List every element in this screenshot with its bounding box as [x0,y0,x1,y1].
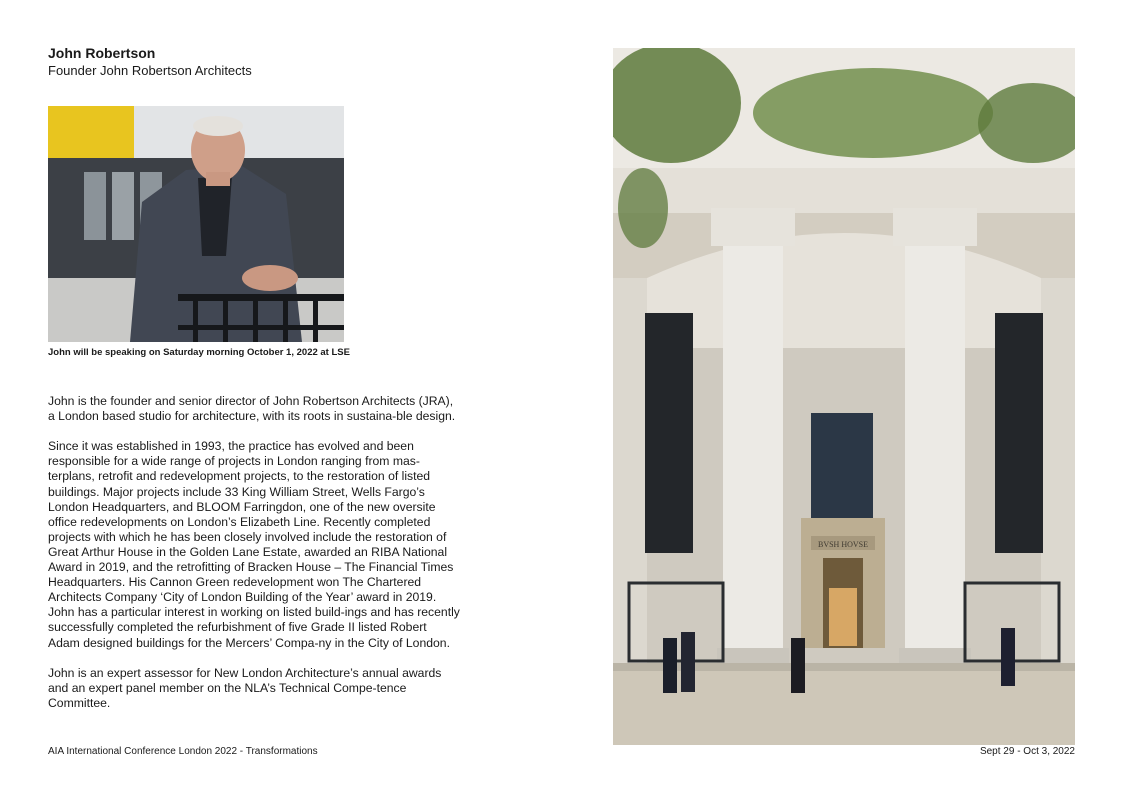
speaker-name: John Robertson [48,45,156,61]
bio-paragraph: John is an expert assessor for New London Architecture’s annual awards and an expert panel member on the NLA’s Technical Compe-tence Committee. [48,665,442,710]
speaker-role: Founder John Robertson Architects [48,63,252,78]
footer-dates: Sept 29 - Oct 3, 2022 [979,746,1075,757]
bio-text [48,394,460,726]
footer-conference-title: AIA International Conference London 2022 - Transformations [48,746,318,757]
building-sign: BVSH HOVSE [817,540,869,549]
bio-paragraph: Since it was established in 1993, the practice has evolved and been responsible for a wide range of projects in London ranging from mas-terplans, retrofit and redevelopment projects, to the restoration of listed buildings. Major projects include 33 King William Street, Wells Fargo’s London Headquarters, and BLOOM Farringdon, one of the new oversite office redevelopments on London’s Elizabeth Line. Recently completed projects with which he has been closely involved include the restoration of Great Arthur House in the Golden Lane Estate, awarded an RIBA National Award in 2019, and the retrofitting of Bracken House – The Financial Times Headquarters. His Cannon Green redevelopment won The Chartered Architects Company ‘City of London Building of the Year’ award in 2019. John has a particular interest in working on listed build-ings and has recently successfully completed the refurbishment of five Grade II listed Robert Adam designed buildings for the Mercers’ Compa-ny in the City of London. [48,439,460,650]
portrait-caption: John will be speaking on Saturday morning October 1, 2022 at LSE [48,347,350,358]
building-photo [613,48,1075,745]
bio-paragraph: John is the founder and senior director of John Robertson Architects (JRA), a London based studio for architecture, with its roots in sustaina-ble design. [48,394,456,424]
speaker-portrait [48,106,344,342]
